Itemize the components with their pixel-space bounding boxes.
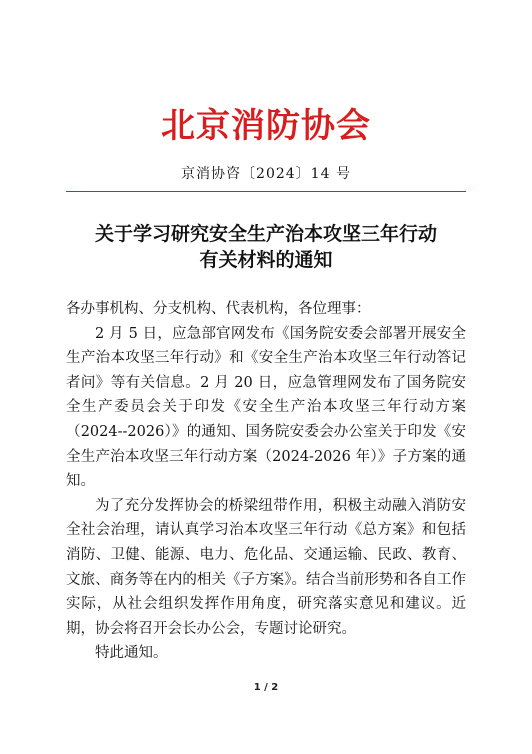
notice-title-line-2: 有关材料的通知 bbox=[199, 249, 333, 271]
notice-title bbox=[0, 221, 532, 273]
red-divider-line bbox=[66, 191, 466, 192]
document-number: 京消协咨〔2024〕14 号 bbox=[181, 166, 351, 182]
notice-body bbox=[66, 297, 466, 666]
body-paragraph-1: 2 月 5 日，应急部官网发布《国务院安委会部署开展安全生产治本攻坚三年行动》和《安全生产治本攻坚三年行动答记者问》等有关信息。2 月 20 日，应急管理网发布了国务院安全生产委员会关于印发《安全生产治本攻坚三年行动方案（2024--2026）》的通知、国务院安委会办公室关于印发《安全生产治本攻坚三年行动方案（2024-2026 年）》子方案的通知。 bbox=[66, 325, 466, 490]
salutation: 各办事机构、分支机构、代表机构，各位理事： bbox=[66, 301, 371, 317]
notice-title-line-1: 关于学习研究安全生产治本攻坚三年行动 bbox=[94, 223, 437, 245]
organization-header: 北京消防协会 bbox=[161, 106, 371, 146]
page-number: 1 / 2 bbox=[253, 682, 279, 693]
body-paragraph-2: 为了充分发挥协会的桥梁纽带作用，积极主动融入消防安全社会治理，请认真学习治本攻坚三年行动《总方案》和包括消防、卫健、能源、电力、危化品、交通运输、民政、教育、文旅、商务等在内的相关《子方案》。结合当前形势和各自工作实际，从社会组织发挥作用角度，研究落实意见和建议。近期，协会将召开会长办公会，专题讨论研究。 bbox=[66, 497, 466, 637]
closing-line: 特此通知。 bbox=[95, 645, 168, 662]
